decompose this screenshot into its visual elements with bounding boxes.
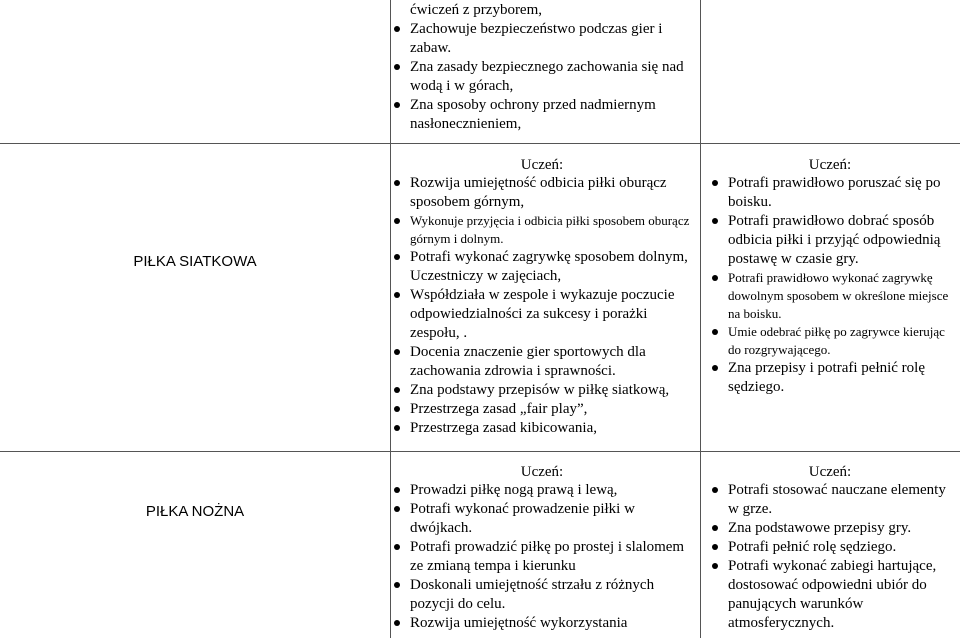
list-item: Przestrzega zasad „fair play”, [392, 400, 692, 419]
list-item: Zna podstawy przepisów w piłkę siatkową, [392, 381, 692, 400]
list-item: Umie odebrać piłkę po zagrywce kierując do rozgrywającego. [710, 323, 950, 359]
row-divider-1 [0, 143, 960, 144]
list-item: Docenia znaczenie gier sportowych dla zachowania zdrowia i sprawności. [392, 343, 692, 381]
list-item: Przestrzega zasad kibicowania, [392, 419, 692, 438]
list-item: Potrafi stosować nauczane elementy w grze. [710, 481, 950, 519]
list-item: Zna przepisy i potrafi pełnić rolę sędziego. [710, 359, 950, 397]
list-item: Potrafi pełnić rolę sędziego. [710, 538, 950, 557]
section-heading: Uczeń: [520, 464, 564, 480]
column-divider-1 [390, 0, 391, 638]
list-item: Prowadzi piłkę nogą prawą i lewą, [392, 481, 692, 500]
subject-nozna: PIŁKA NOŻNA [145, 503, 245, 520]
nozna-extended-requirements [710, 463, 950, 633]
row-continuation-cell [392, 1, 692, 134]
siatkowa-extended-requirements [710, 156, 950, 397]
list-item: Potrafi prawidłowo dobrać sposób odbicia piłki i przyjąć odpowiednią postawę w czasie gry. [710, 212, 950, 269]
list-item: Potrafi wykonać zagrywkę sposobem dolnym, Uczestniczy w zajęciach, [392, 248, 692, 286]
column-divider-2 [700, 0, 701, 638]
list-item: Zna podstawowe przepisy gry. [710, 519, 950, 538]
list-item: Potrafi wykonać prowadzenie piłki w dwójkach. [392, 500, 692, 538]
list-item: Wykonuje przyjęcia i odbicia piłki sposobem oburącz górnym i dolnym. [392, 212, 692, 248]
row-divider-2 [0, 451, 960, 452]
list-item: ćwiczeń z przyborem, [410, 2, 543, 18]
siatkowa-basic-requirements [392, 156, 692, 438]
list-item: Zachowuje bezpieczeństwo podczas gier i zabaw. [392, 20, 692, 58]
list-item: Potrafi prawidłowo wykonać zagrywkę dowolnym sposobem w określone miejsce na boisku. [710, 269, 950, 323]
list-item: Potrafi prowadzić piłkę po prostej i slalomem ze zmianą tempa i kierunku [392, 538, 692, 576]
section-heading: Uczeń: [808, 157, 852, 173]
list-item: Zna zasady bezpiecznego zachowania się nad wodą i w górach, [392, 58, 692, 96]
subject-siatkowa: PIŁKA SIATKOWA [133, 253, 257, 270]
list-item: Rozwija umiejętność wykorzystania [392, 614, 692, 633]
nozna-basic-requirements [392, 463, 692, 633]
list-item: Współdziała w zespole i wykazuje poczucie odpowiedzialności za sukcesy i porażki zespołu, . [392, 286, 692, 343]
section-heading: Uczeń: [520, 157, 564, 173]
list-item: Doskonali umiejętność strzału z różnych pozycji do celu. [392, 576, 692, 614]
list-item: Zna sposoby ochrony przed nadmiernym nasłonecznieniem, [392, 96, 692, 134]
section-heading: Uczeń: [808, 464, 852, 480]
list-item: Rozwija umiejętność odbicia piłki oburącz sposobem górnym, [392, 174, 692, 212]
list-item: Potrafi wykonać zabiegi hartujące, dostosować odpowiedni ubiór do panujących warunków atmosferycznych. [710, 557, 950, 633]
list-item: Potrafi prawidłowo poruszać się po boisku. [710, 174, 950, 212]
